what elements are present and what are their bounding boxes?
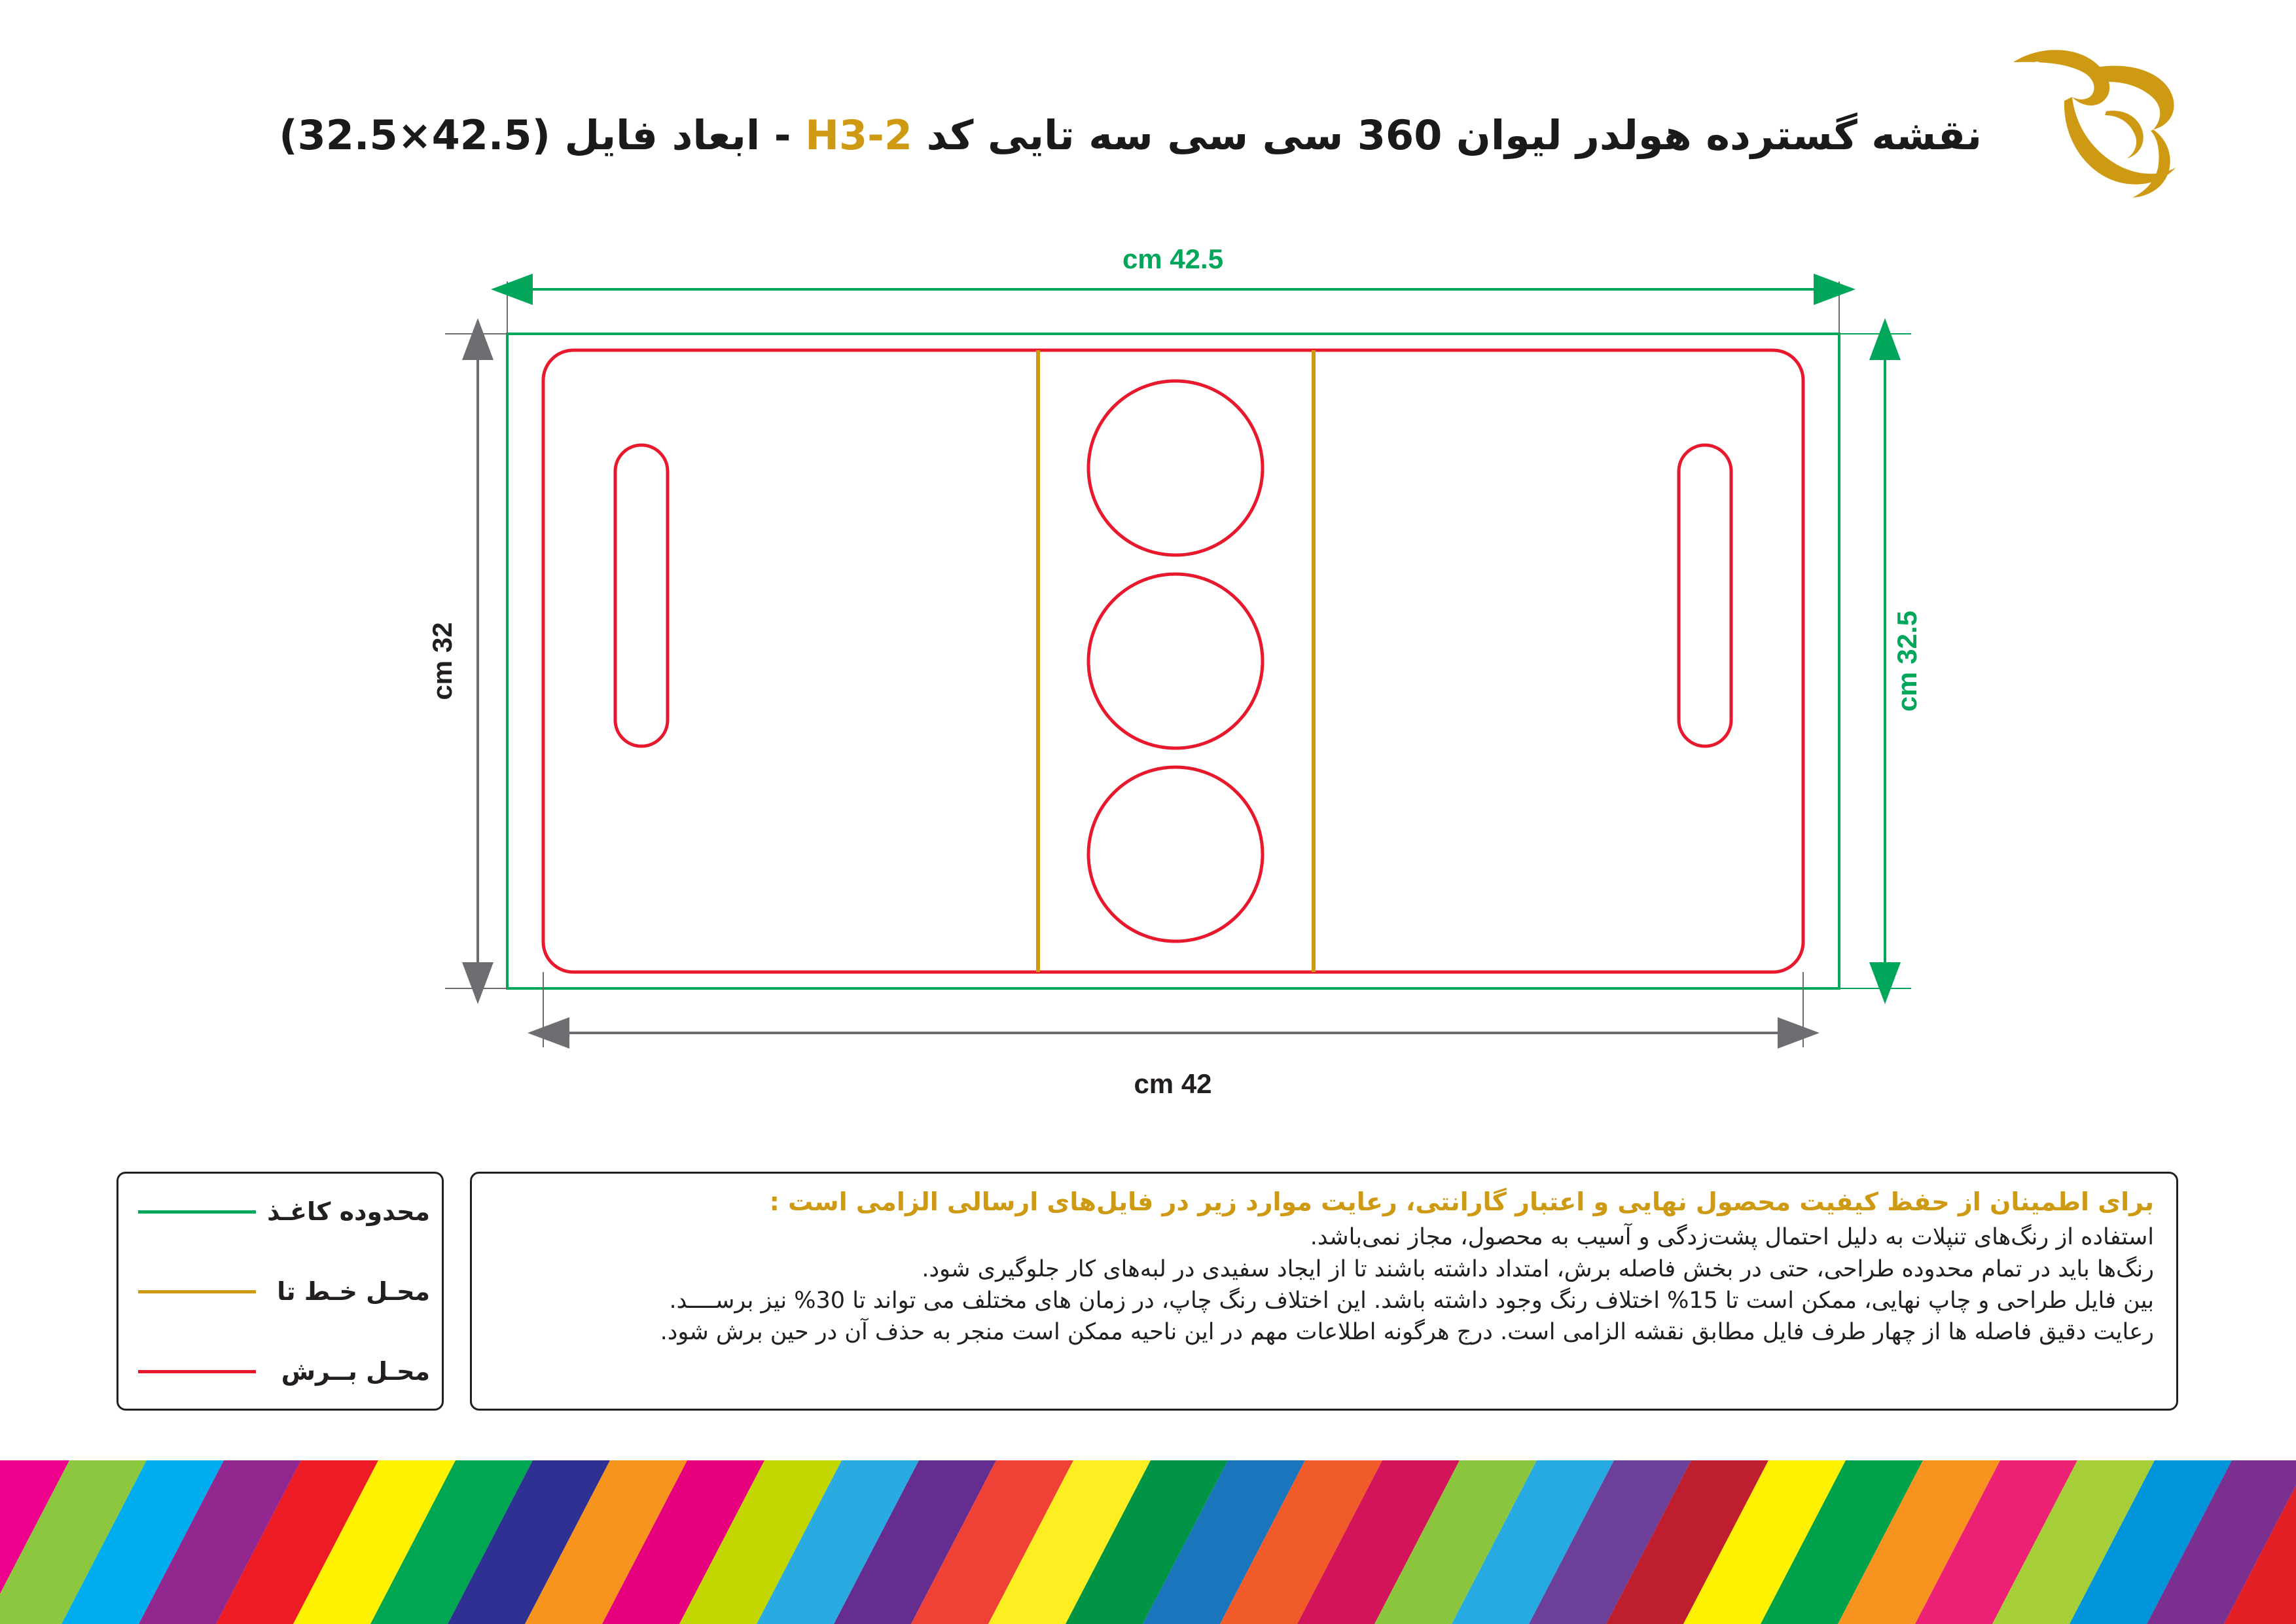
page-header — [39, 26, 2257, 216]
legend-label-fold: محـل خـط تا — [277, 1277, 430, 1306]
notes-title: برای اطمینان از حفظ کیفیت محصول نهایی و اعتبار گارانتی، رعایت موارد زیر در فایل‌های ارسالی الزامی است : — [769, 1187, 2154, 1216]
legend-box — [117, 1172, 444, 1411]
color-stripe-bar — [0, 1460, 2296, 1624]
legend-label-paper: محدوده کاغـذ — [267, 1197, 430, 1226]
legend-swatch-cut — [138, 1370, 256, 1373]
page-title — [279, 111, 1982, 159]
note-line-4: رعایت دقیق فاصله ها از چهار طرف فایل مطابق نقشه الزامی است. درج هرگونه اطلاعات مهم در این ناحیه ممکن است منجر به حذف آن در حین برش شود. — [660, 1319, 2154, 1346]
handle-slot-left — [1679, 445, 1731, 746]
legend-item-fold — [126, 1272, 430, 1311]
note-line-3: بین فایل طراحی و چاپ نهایی، ممکن است تا 15% اختلاف رنگ وجود داشته باشد. این اختلاف رنگ چاپ، در زمان های مختلف می تواند تا 30% نیز برســــد. — [669, 1287, 2154, 1314]
note-line-1: استفاده از رنگ‌های تنپلات به دلیل احتمال پشت‌زدگی و آسیب به محصول، مجاز نمی‌باشد. — [1310, 1224, 2154, 1251]
legend-swatch-paper — [138, 1210, 256, 1214]
page-title-tail: - ابعاد فایل (42.5×32.5) — [279, 111, 806, 159]
page-title-main: نقشه گسترده هولدر لیوان 360 سی سی سه تایی کد — [912, 111, 1982, 159]
bird-logo — [2001, 33, 2244, 209]
dimension-top-label: 42.5 cm — [1122, 244, 1224, 274]
legend-item-cut — [126, 1352, 430, 1391]
notes-box — [470, 1172, 2178, 1411]
handle-slot-right — [615, 445, 668, 746]
legend-swatch-fold — [138, 1290, 256, 1293]
paper-area-rect — [507, 334, 1839, 988]
die-line-drawing — [0, 216, 2296, 1139]
legend-label-cut: محـل بــرش — [281, 1357, 430, 1386]
cup-hole-middle — [1088, 574, 1263, 748]
note-line-2: رنگ‌ها باید در تمام محدوده طراحی، حتی در بخش فاصله برش، امتداد داشته باشند تا از ایجاد سفیدی در لبه‌های کار جلوگیری شود. — [922, 1255, 2154, 1282]
legend-item-paper — [126, 1192, 430, 1231]
cut-outline-rect — [543, 350, 1803, 972]
dimension-vert-left-label: 32 cm — [427, 622, 457, 700]
dimension-bottom-label: 42 cm — [1134, 1068, 1212, 1099]
dimension-vert-right-label: 32.5 cm — [1892, 610, 1922, 712]
cup-hole-bottom — [1088, 767, 1263, 941]
page-title-code: H3-2 — [805, 111, 912, 159]
cup-hole-top — [1088, 381, 1263, 555]
